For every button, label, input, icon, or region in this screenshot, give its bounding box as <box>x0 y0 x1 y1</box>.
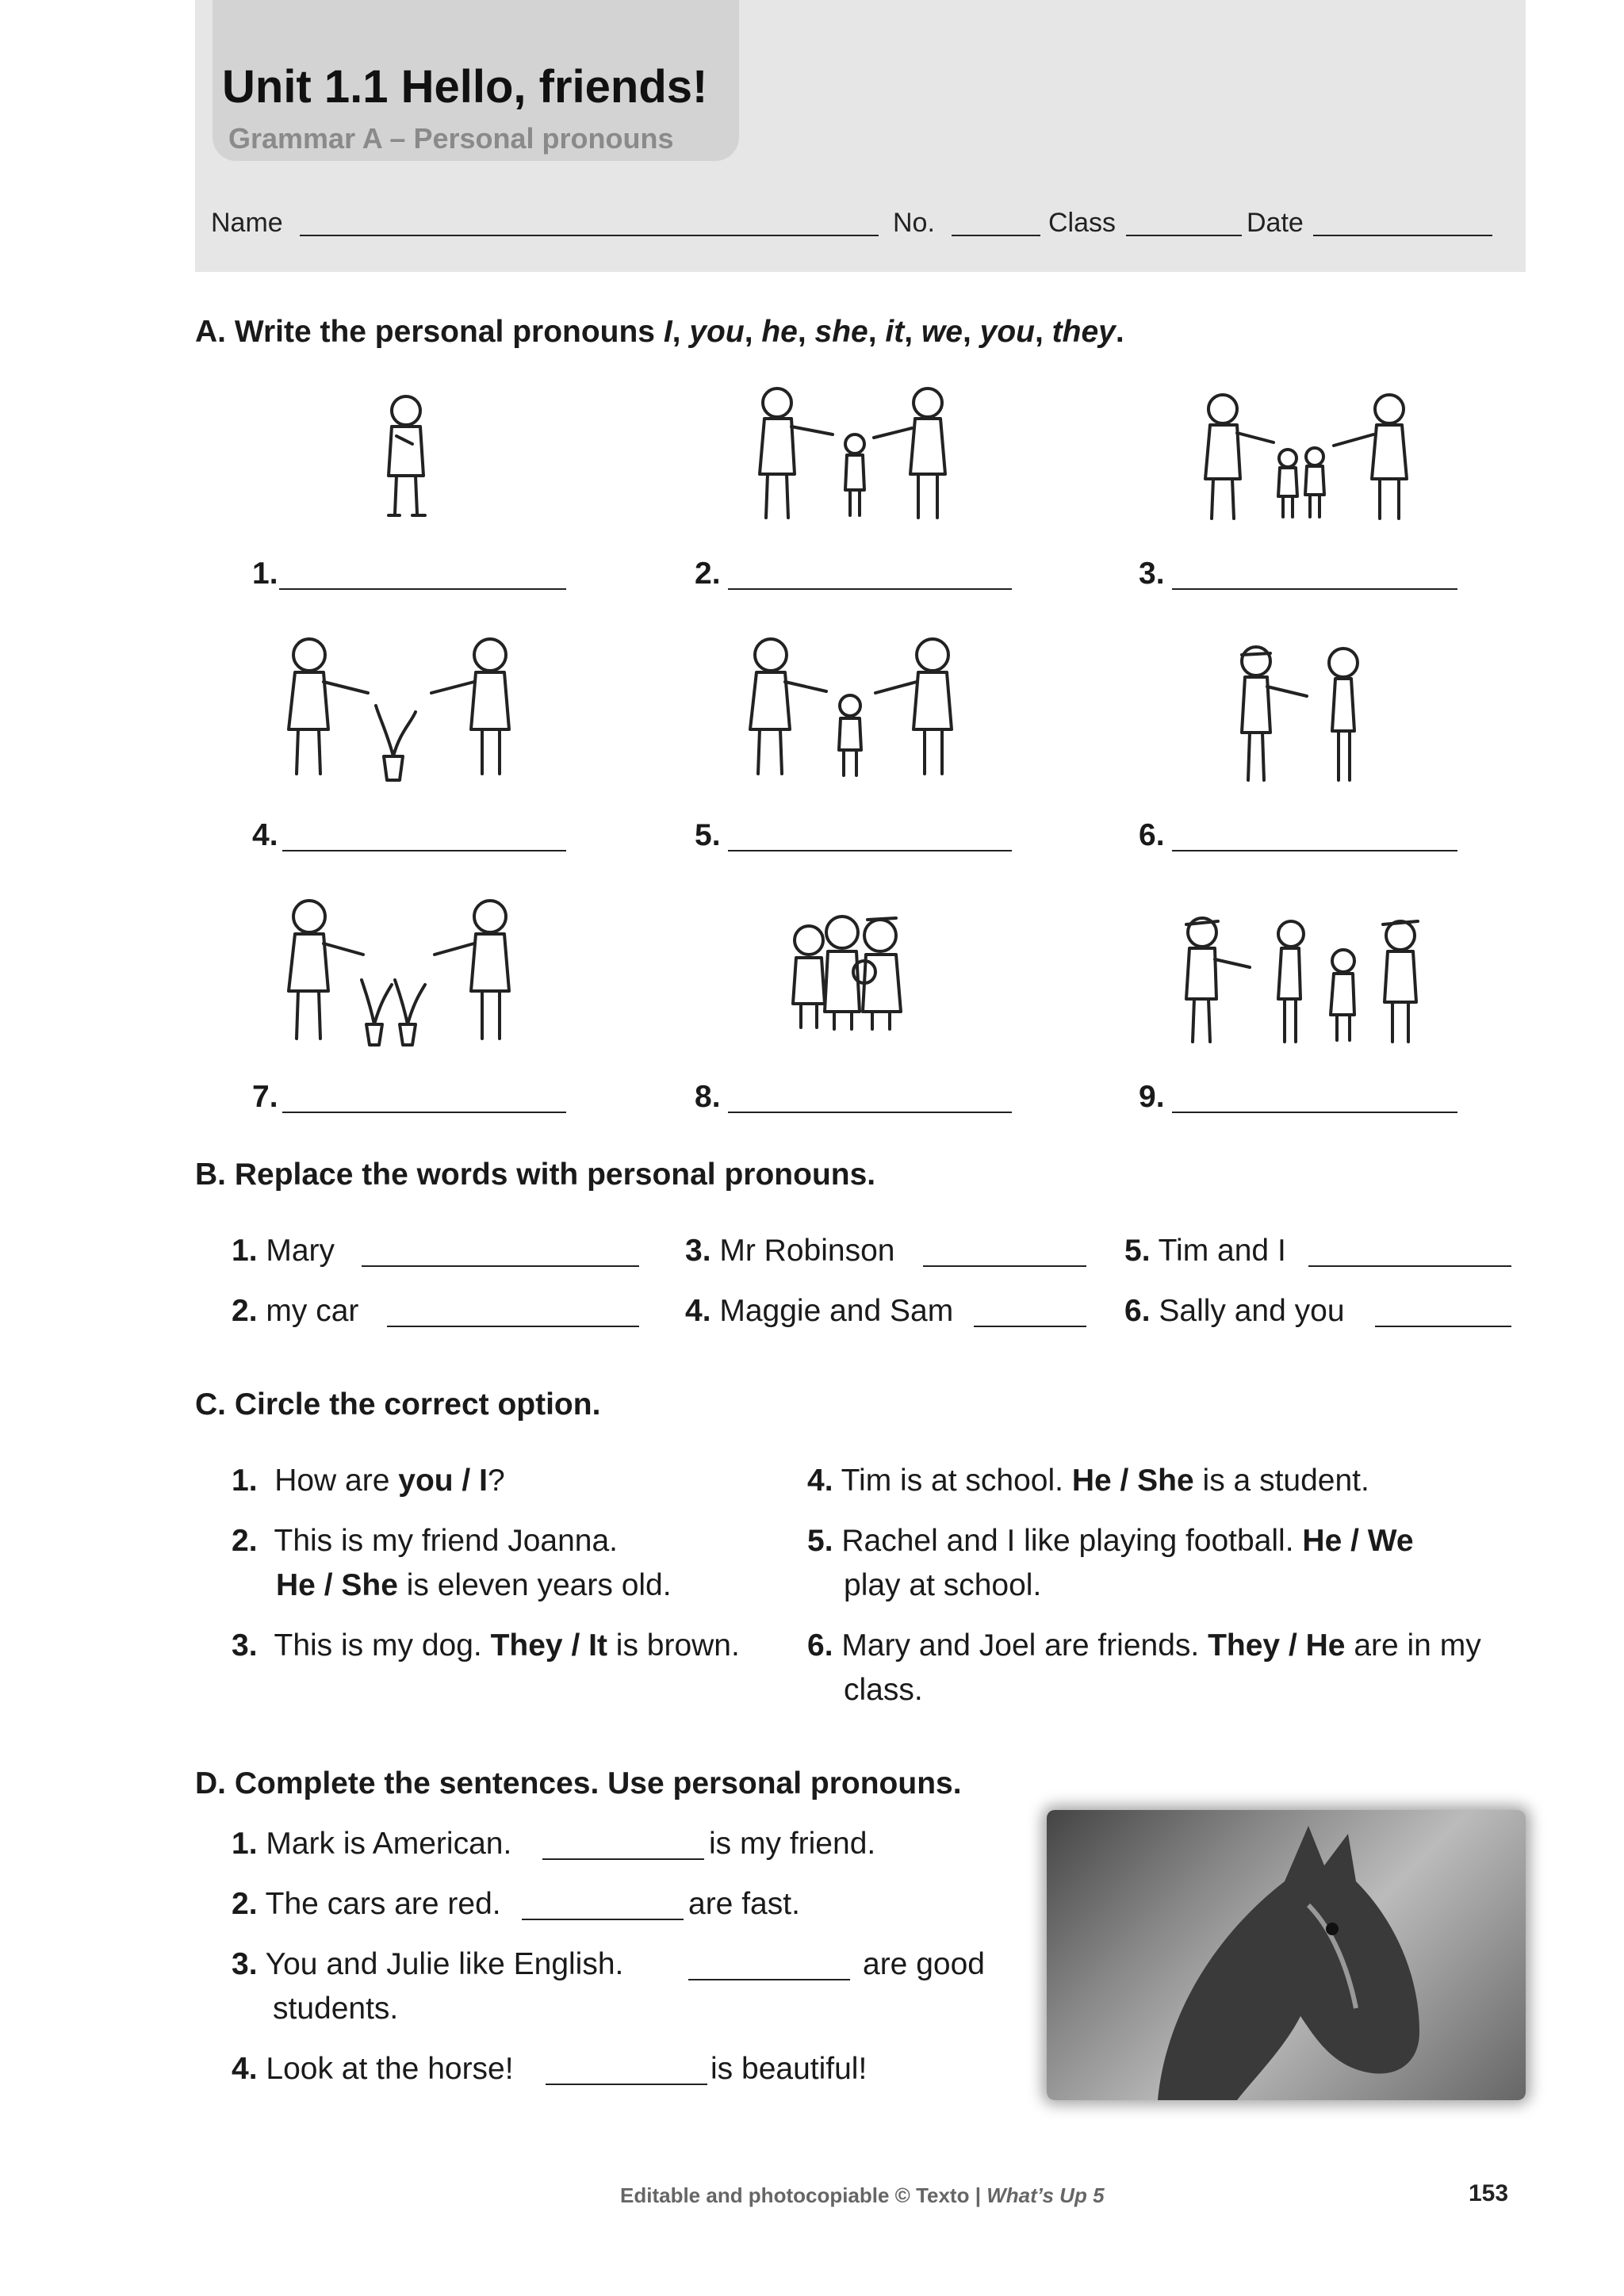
item-c2: 2. This is my friend Joanna. <box>232 1524 619 1558</box>
item-d2: 2. The cars are red. <box>232 1887 501 1921</box>
figure-boy-pointing-girl <box>1224 639 1383 790</box>
answer-a9-field[interactable] <box>1172 1112 1457 1113</box>
item-c4: 4. Tim is at school. He / She is a student. <box>807 1464 1369 1498</box>
section-a-heading: A. Write the personal pronouns I, you, he, she, it, we, you, they. <box>195 315 1124 349</box>
item-c5-line2: play at school. <box>844 1568 1042 1602</box>
date-label: Date <box>1247 208 1304 238</box>
item-a2-number: 2. <box>695 557 721 591</box>
item-d2-end: are fast. <box>688 1887 800 1921</box>
item-d4-end: is beautiful! <box>710 2052 868 2086</box>
figure-boy-girl-pointing-plant <box>276 629 527 785</box>
option-c1[interactable]: you / I <box>398 1464 488 1498</box>
option-c4[interactable]: He / She <box>1071 1464 1194 1498</box>
item-d3-end: are good <box>863 1947 985 1981</box>
item-a9-number: 9. <box>1139 1080 1165 1114</box>
item-d1: 1. Mark is American. <box>232 1827 512 1861</box>
item-a5-number: 5. <box>695 818 721 852</box>
figure-boy-girl-pointing-child-2 <box>737 629 967 785</box>
item-a6-number: 6. <box>1139 818 1165 852</box>
item-c5: 5. Rachel and I like playing football. He / We <box>807 1524 1414 1558</box>
answer-a2-field[interactable] <box>728 588 1012 590</box>
page-subtitle: Grammar A – Personal pronouns <box>228 122 674 155</box>
figure-boy-girl-pointing-child <box>745 379 959 530</box>
item-a8-number: 8. <box>695 1080 721 1114</box>
answer-b1-field[interactable] <box>362 1265 639 1267</box>
item-b2: 2. my car <box>232 1294 359 1328</box>
page-number: 153 <box>1469 2180 1509 2206</box>
page-title: Unit 1.1 Hello, friends! <box>222 61 708 113</box>
item-a4-number: 4. <box>252 818 278 852</box>
item-b4: 4. Maggie and Sam <box>685 1294 954 1328</box>
option-c5[interactable]: He / We <box>1302 1524 1414 1558</box>
item-d1-end: is my friend. <box>709 1827 876 1861</box>
answer-a6-field[interactable] <box>1172 850 1457 851</box>
number-label: No. <box>893 208 935 238</box>
number-field[interactable] <box>952 235 1040 236</box>
answer-a7-field[interactable] <box>282 1112 566 1113</box>
item-c1: 1. How are you / I? <box>232 1464 505 1498</box>
item-d3-line2: students. <box>273 1992 399 2026</box>
item-b3: 3. Mr Robinson <box>685 1234 895 1268</box>
item-b6: 6. Sally and you <box>1124 1294 1345 1328</box>
item-d4: 4. Look at the horse! <box>232 2052 514 2086</box>
name-label: Name <box>211 208 283 238</box>
horse-image <box>1047 1810 1526 2100</box>
answer-b4-field[interactable] <box>974 1326 1086 1327</box>
option-c6[interactable]: They / He <box>1208 1628 1346 1663</box>
section-c-heading: C. Circle the correct option. <box>195 1387 601 1422</box>
answer-d1-field[interactable] <box>542 1858 704 1860</box>
figure-boy-girl-pointing-plants <box>276 891 527 1050</box>
option-c2[interactable]: He / She <box>276 1568 398 1602</box>
answer-b2-field[interactable] <box>387 1326 639 1327</box>
class-label: Class <box>1048 208 1116 238</box>
answer-a4-field[interactable] <box>282 850 566 851</box>
answer-a3-field[interactable] <box>1172 588 1457 590</box>
item-b5: 5. Tim and I <box>1124 1234 1286 1268</box>
item-c6: 6. Mary and Joel are friends. They / He are in my <box>807 1628 1481 1663</box>
item-a1-number: 1. <box>252 557 278 591</box>
answer-d2-field[interactable] <box>522 1919 684 1920</box>
item-d3: 3. You and Julie like English. <box>232 1947 624 1981</box>
horse-photo <box>1047 1810 1526 2100</box>
item-a7-number: 7. <box>252 1080 278 1114</box>
figure-boy-self <box>365 388 452 523</box>
section-d-heading: D. Complete the sentences. Use personal pronouns. <box>195 1766 962 1800</box>
answer-b6-field[interactable] <box>1375 1326 1511 1327</box>
section-b-heading: B. Replace the words with personal pronouns. <box>195 1158 876 1192</box>
answer-a1-field[interactable] <box>279 588 566 590</box>
option-c3[interactable]: They / It <box>490 1628 607 1663</box>
answer-b3-field[interactable] <box>923 1265 1086 1267</box>
answer-a5-field[interactable] <box>728 850 1012 851</box>
item-c3: 3. This is my dog. They / It is brown. <box>232 1628 740 1663</box>
date-field[interactable] <box>1313 235 1492 236</box>
footer-copyright: Editable and photocopiable © Texto | What’s Up 5 <box>620 2183 1105 2207</box>
item-c2-line2: He / She is eleven years old. <box>276 1568 672 1602</box>
name-field[interactable] <box>300 235 879 236</box>
figure-boy-pointing-family <box>1170 904 1440 1047</box>
figure-group-of-people <box>785 909 928 1035</box>
item-c6-line2: class. <box>844 1673 923 1707</box>
answer-a8-field[interactable] <box>728 1112 1012 1113</box>
class-field[interactable] <box>1126 235 1242 236</box>
item-b1: 1. Mary <box>232 1234 335 1268</box>
answer-d4-field[interactable] <box>546 2084 707 2085</box>
answer-b5-field[interactable] <box>1308 1265 1511 1267</box>
item-a3-number: 3. <box>1139 557 1165 591</box>
figure-boy-girl-pointing-children <box>1194 385 1416 528</box>
answer-d3-field[interactable] <box>688 1979 850 1980</box>
